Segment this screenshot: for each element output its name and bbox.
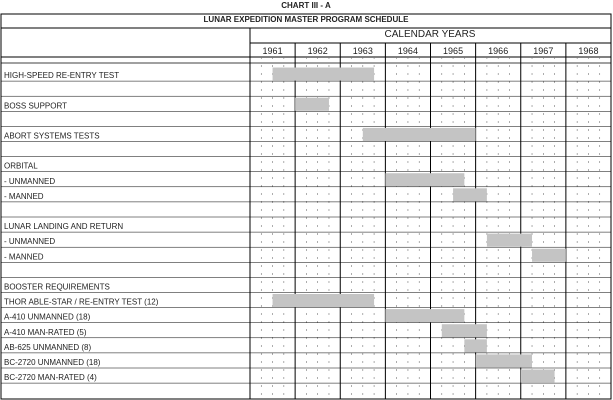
row-label: AB-625 UNMANNED (8): [4, 342, 92, 352]
row-label: ABORT SYSTEMS TESTS: [4, 131, 100, 141]
schedule-bar: [487, 234, 532, 247]
schedule-bar: [476, 354, 532, 367]
year-label: 1968: [578, 46, 599, 56]
row-labels: [4, 71, 159, 382]
row-label: - MANNED: [4, 191, 44, 201]
schedule-bar: [442, 324, 487, 337]
row-label: THOR ABLE-STAR / RE-ENTRY TEST (12): [4, 297, 159, 307]
schedule-bar: [532, 249, 566, 262]
year-label: 1966: [488, 46, 509, 56]
year-label: 1967: [533, 46, 554, 56]
row-label: BC-2720 UNMANNED (18): [4, 358, 101, 367]
schedule-bar: [273, 68, 375, 81]
schedule-bar: [385, 309, 464, 322]
calendar-years-header: CALENDAR YEARS: [384, 29, 476, 40]
row-label: BOOSTER REQUIREMENTS: [4, 282, 110, 292]
row-label: BC-2720 MAN-RATED (4): [4, 373, 97, 383]
row-label: HIGH-SPEED RE-ENTRY TEST: [4, 71, 120, 81]
row-label: - MANNED: [4, 252, 44, 262]
row-label: - UNMANNED: [4, 176, 56, 186]
year-label: 1963: [352, 46, 373, 56]
chart-title: LUNAR EXPEDITION MASTER PROGRAM SCHEDULE: [203, 15, 409, 24]
chart-id: CHART III - A: [281, 1, 331, 10]
year-label: 1964: [397, 46, 418, 56]
schedule-bar: [295, 98, 329, 111]
row-label: LUNAR LANDING AND RETURN: [4, 222, 124, 232]
year-label: 1961: [262, 46, 283, 56]
schedule-bar: [453, 188, 487, 201]
row-label: A-410 UNMANNED (18): [4, 312, 91, 322]
year-label: 1962: [307, 46, 328, 56]
row-label: BOSS SUPPORT: [4, 101, 67, 111]
row-label: - UNMANNED: [4, 237, 56, 247]
row-label: A-410 MAN-RATED (5): [4, 327, 87, 337]
schedule-bar: [385, 173, 464, 186]
row-label: ORBITAL: [4, 161, 38, 171]
year-label: 1965: [443, 46, 464, 56]
schedule-bar: [363, 128, 476, 141]
schedule-bar: [521, 370, 555, 383]
schedule-bar: [464, 339, 487, 352]
schedule-bar: [273, 294, 375, 307]
